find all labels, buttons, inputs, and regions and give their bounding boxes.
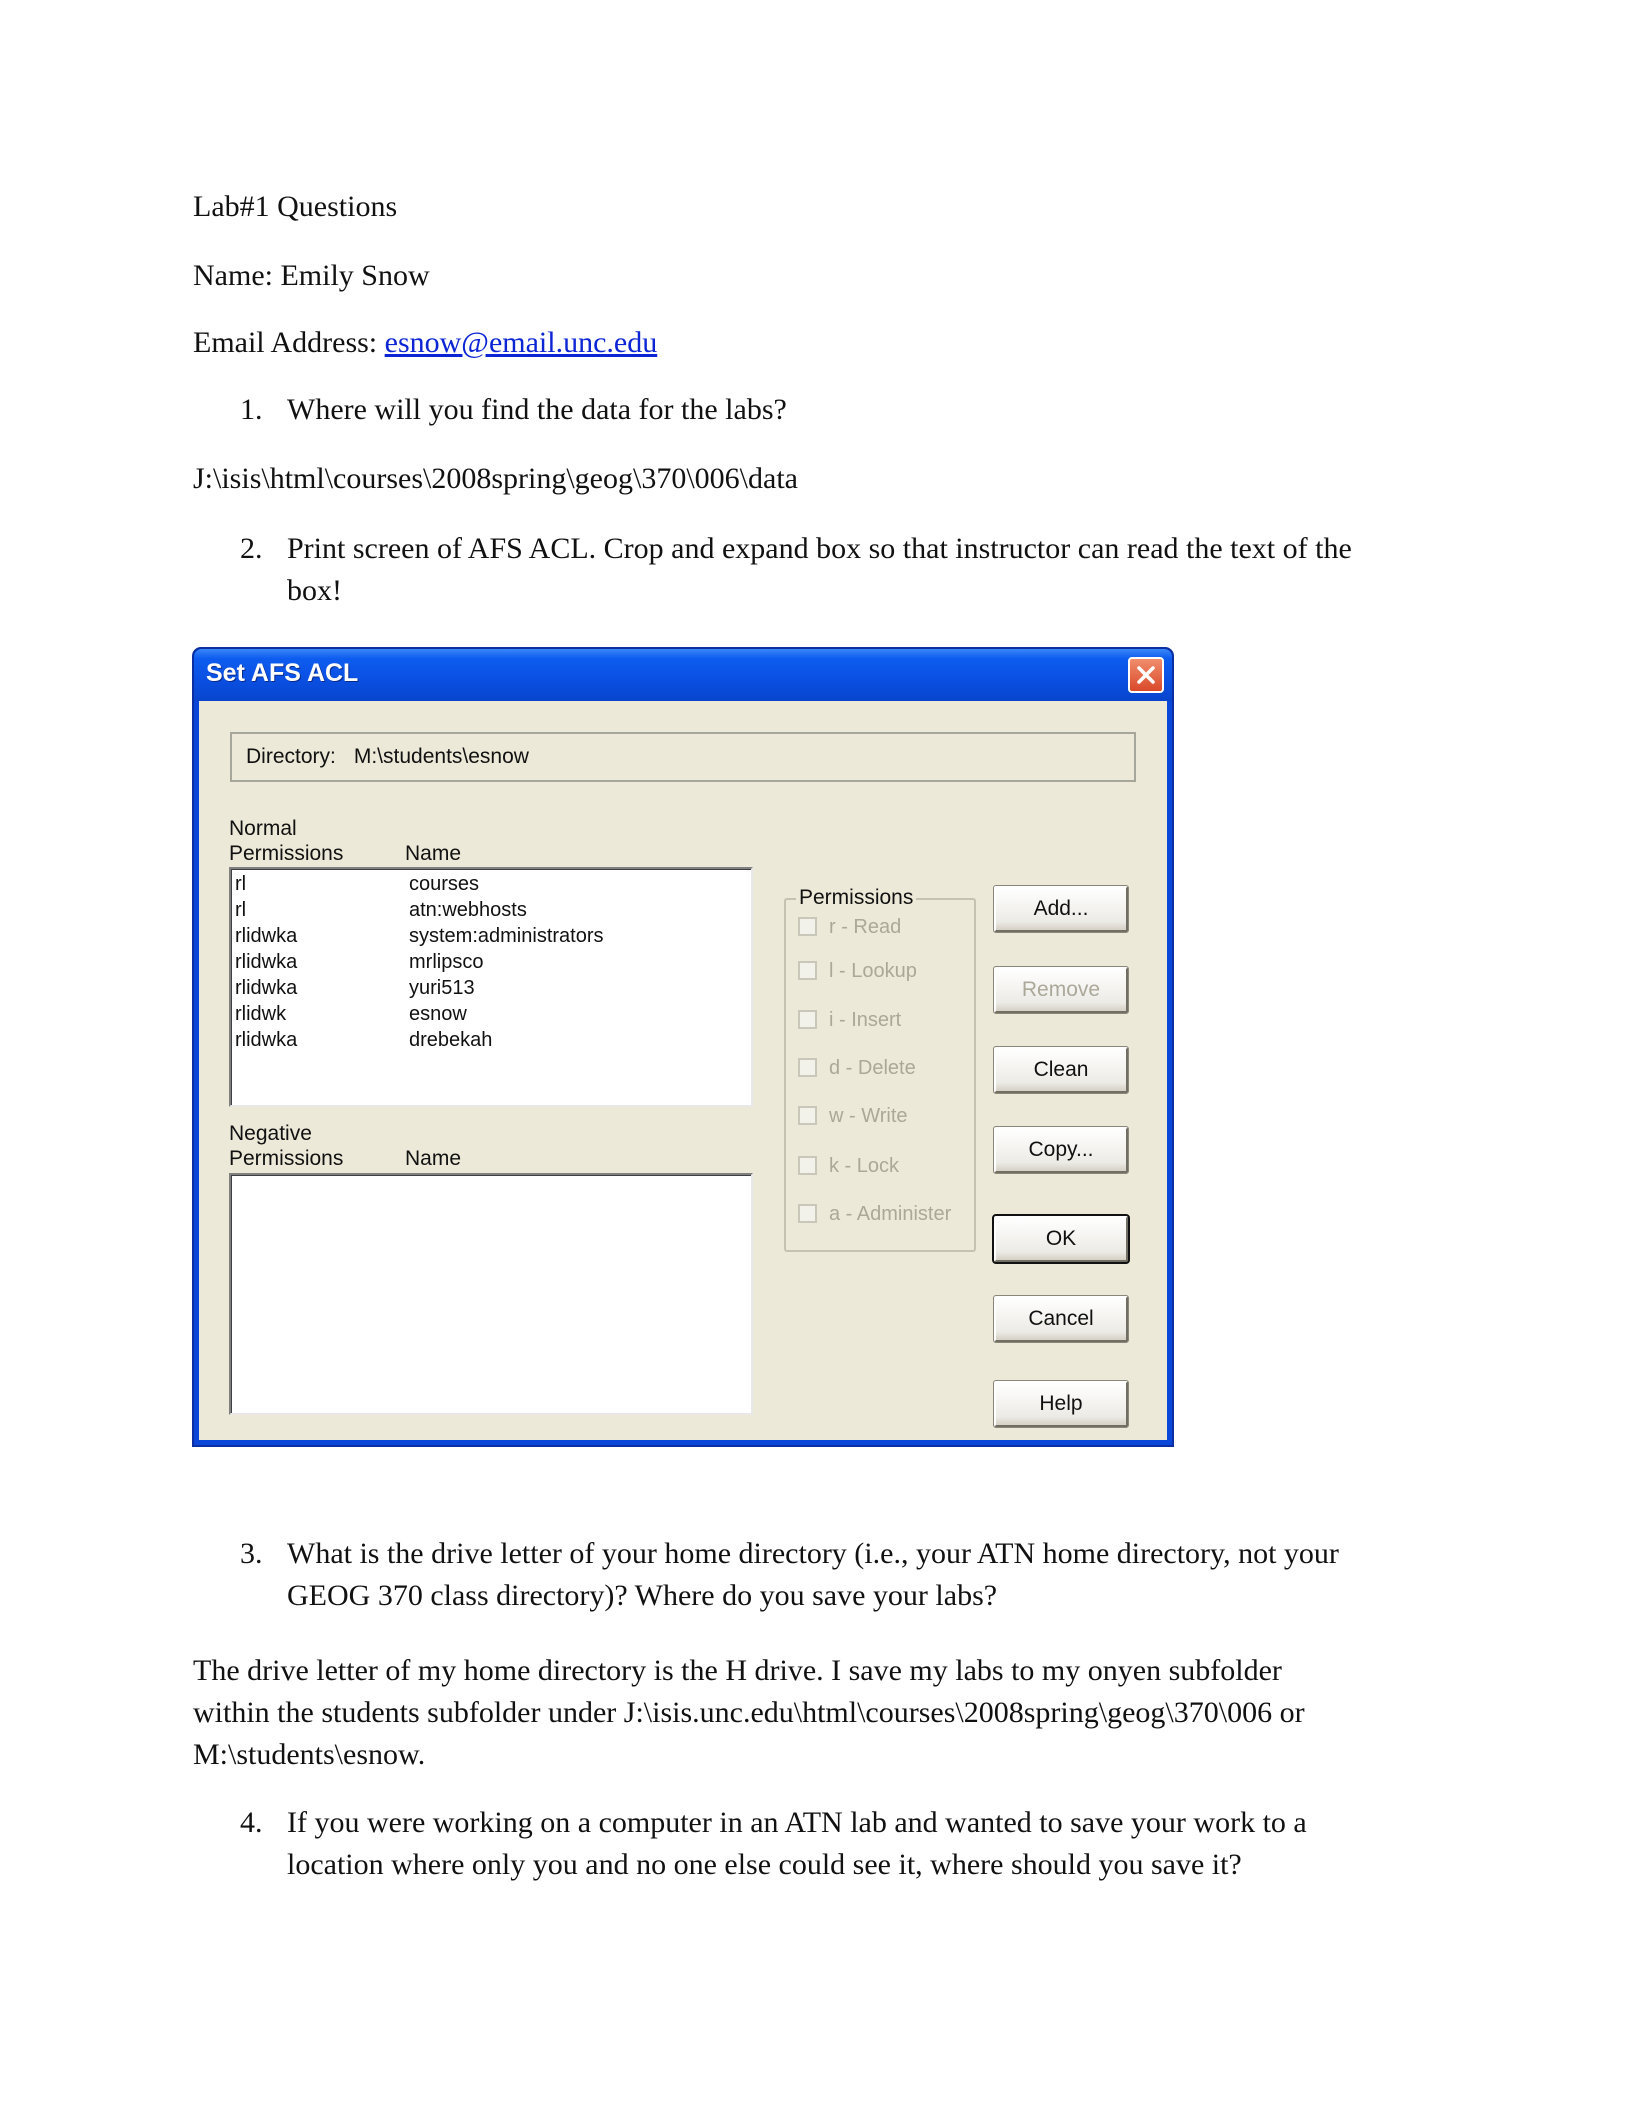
checkbox-delete[interactable] bbox=[798, 1055, 916, 1081]
normal-label-line1: Normal bbox=[229, 817, 297, 840]
perm-value: rlidwka bbox=[235, 951, 298, 973]
checkbox-label: d - Delete bbox=[829, 1057, 916, 1079]
checkbox-icon bbox=[798, 1204, 817, 1223]
close-button[interactable] bbox=[1128, 657, 1164, 693]
user-name: yuri513 bbox=[409, 977, 475, 999]
perm-value: rl bbox=[235, 899, 247, 921]
normal-label-line2: Permissions bbox=[229, 842, 344, 865]
question-line: If you were working on a computer in an ATN lab and wanted to save your work to a bbox=[287, 1806, 1307, 1839]
user-name: courses bbox=[409, 873, 480, 895]
perm-value: rlidwk bbox=[235, 1003, 287, 1025]
help-button[interactable]: Help bbox=[994, 1381, 1128, 1427]
question-number: 1. bbox=[240, 393, 263, 426]
user-name: esnow bbox=[409, 1003, 467, 1025]
checkbox-icon bbox=[798, 1058, 817, 1077]
dialog-body bbox=[199, 701, 1167, 1440]
checkbox-insert[interactable] bbox=[798, 1007, 901, 1033]
checkbox-write[interactable] bbox=[798, 1103, 908, 1129]
answer-3 bbox=[193, 1650, 1433, 1776]
question-line: Print screen of AFS ACL. Crop and expand box so that instructor can read the text of the bbox=[287, 532, 1352, 565]
question-4 bbox=[240, 1802, 1307, 1881]
clean-button[interactable]: Clean bbox=[994, 1047, 1128, 1093]
close-icon bbox=[1136, 665, 1156, 685]
email-label: Email Address: bbox=[193, 326, 385, 359]
ok-button[interactable]: OK bbox=[994, 1216, 1128, 1262]
question-line: box! bbox=[287, 574, 342, 607]
question-1 bbox=[240, 389, 787, 431]
negative-label-line1: Negative bbox=[229, 1122, 312, 1145]
user-name: mrlipsco bbox=[409, 951, 484, 973]
checkbox-icon bbox=[798, 917, 817, 936]
perm-value: rl bbox=[235, 873, 247, 895]
directory-box bbox=[230, 732, 1136, 782]
add-button[interactable]: Add... bbox=[994, 886, 1128, 932]
checkbox-label: w - Write bbox=[829, 1105, 908, 1127]
perm-value: rlidwka bbox=[235, 925, 298, 947]
question-line: GEOG 370 class directory)? Where do you save your labs? bbox=[287, 1579, 998, 1612]
title-bar[interactable] bbox=[194, 649, 1172, 701]
negative-name-header: Name bbox=[405, 1147, 462, 1170]
permissions-group bbox=[784, 886, 976, 1252]
checkbox-icon bbox=[798, 1010, 817, 1029]
set-afs-acl-dialog bbox=[192, 647, 1174, 1447]
question-text bbox=[287, 528, 1487, 612]
directory-label: Directory: bbox=[246, 745, 336, 768]
question-text: Where will you find the data for the labs? bbox=[287, 393, 787, 426]
answer-1: J:\isis\html\courses\2008spring\geog\370\006\data bbox=[193, 462, 798, 495]
document-heading: Lab#1 Questions bbox=[193, 190, 398, 223]
email-link[interactable]: esnow@email.unc.edu bbox=[384, 326, 658, 359]
email-line bbox=[193, 322, 657, 364]
checkbox-label: i - Insert bbox=[829, 1009, 902, 1031]
normal-permissions-list[interactable] bbox=[229, 867, 753, 1107]
checkbox-label: l - Lookup bbox=[829, 960, 917, 982]
checkbox-label: r - Read bbox=[829, 916, 902, 938]
directory-value: M:\students\esnow bbox=[353, 745, 529, 768]
normal-permissions-label bbox=[229, 816, 343, 866]
perm-value: rlidwka bbox=[235, 977, 298, 999]
question-text bbox=[287, 1533, 1487, 1617]
checkbox-lookup[interactable] bbox=[798, 958, 917, 984]
user-name: drebekah bbox=[409, 1029, 493, 1051]
dialog-title: Set AFS ACL bbox=[206, 659, 359, 687]
answer-line: within the students subfolder under J:\isis.unc.edu\html\courses\2008spring\geog\370\006 or bbox=[193, 1696, 1305, 1729]
negative-permissions-list[interactable] bbox=[229, 1173, 753, 1415]
cancel-button[interactable]: Cancel bbox=[994, 1296, 1128, 1342]
question-number: 3. bbox=[240, 1537, 263, 1570]
perm-value: rlidwka bbox=[235, 1029, 298, 1051]
checkbox-icon bbox=[798, 961, 817, 980]
checkbox-label: k - Lock bbox=[829, 1155, 900, 1177]
question-text bbox=[287, 1802, 1487, 1886]
question-3 bbox=[240, 1533, 1339, 1612]
answer-line: The drive letter of my home directory is the H drive. I save my labs to my onyen subfolder bbox=[193, 1654, 1282, 1687]
user-name: system:administrators bbox=[409, 925, 604, 947]
permissions-group-title: Permissions bbox=[796, 884, 916, 912]
answer-line: M:\students\esnow. bbox=[193, 1738, 426, 1771]
checkbox-read[interactable] bbox=[798, 914, 901, 940]
question-number: 4. bbox=[240, 1806, 263, 1839]
negative-label-line2: Permissions bbox=[229, 1147, 344, 1170]
question-line: What is the drive letter of your home directory (i.e., your ATN home directory, not your bbox=[287, 1537, 1339, 1570]
question-line: location where only you and no one else could see it, where should you save it? bbox=[287, 1848, 1242, 1881]
copy-button[interactable]: Copy... bbox=[994, 1127, 1128, 1173]
user-name: atn:webhosts bbox=[409, 899, 527, 921]
negative-permissions-label bbox=[229, 1121, 343, 1171]
checkbox-icon bbox=[798, 1156, 817, 1175]
checkbox-label: a - Administer bbox=[829, 1203, 952, 1225]
checkbox-administer[interactable] bbox=[798, 1201, 951, 1227]
remove-button[interactable]: Remove bbox=[994, 967, 1128, 1013]
checkbox-icon bbox=[798, 1106, 817, 1125]
normal-name-header: Name bbox=[405, 842, 462, 865]
student-name: Name: Emily Snow bbox=[193, 259, 430, 292]
question-number: 2. bbox=[240, 532, 263, 565]
checkbox-lock[interactable] bbox=[798, 1153, 899, 1179]
question-2 bbox=[240, 528, 1352, 607]
